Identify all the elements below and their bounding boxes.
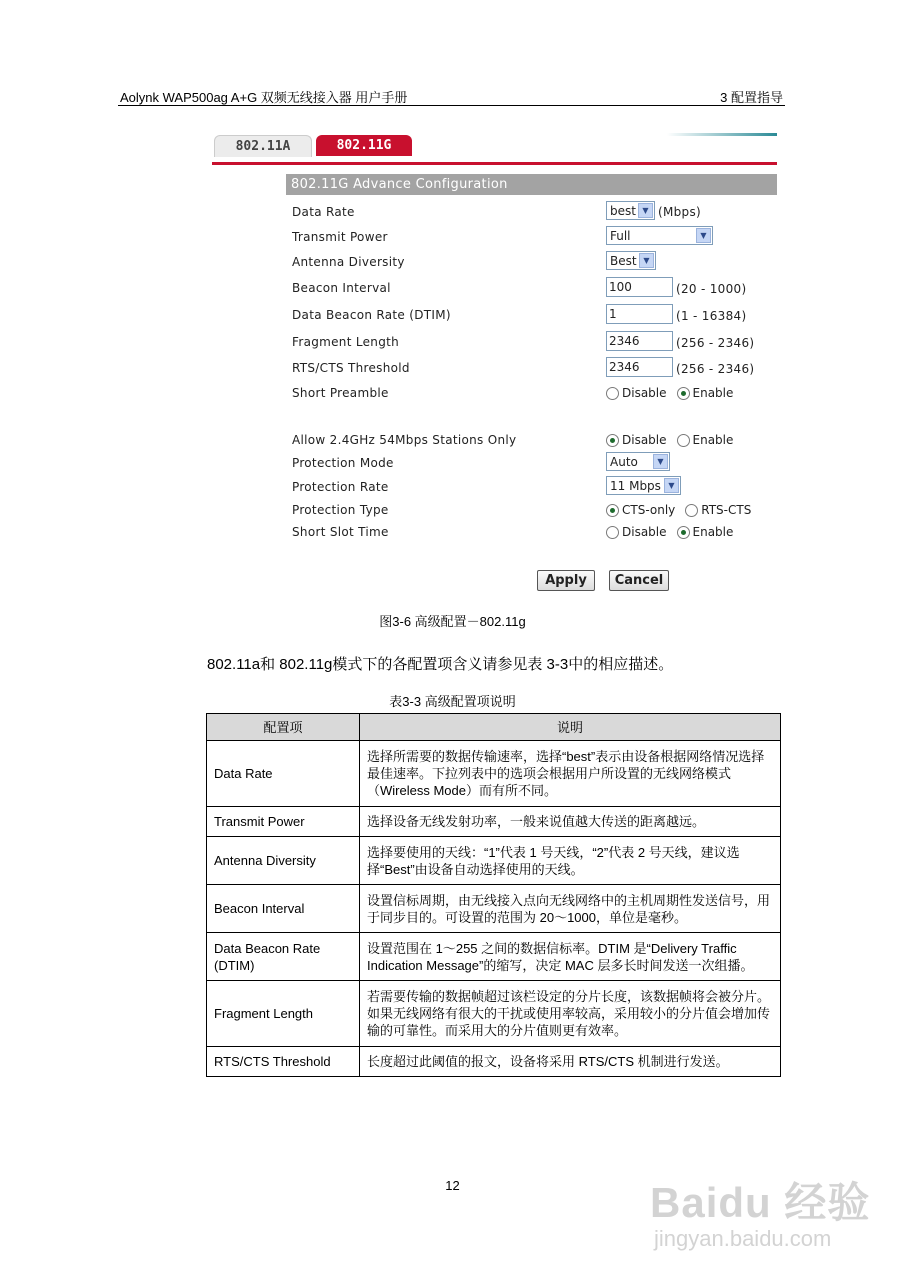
- config-description-table: [206, 713, 781, 1077]
- dtim-input[interactable]: 1: [606, 304, 673, 324]
- chevron-down-icon: ▼: [653, 454, 668, 469]
- antenna-diversity-label: Antenna Diversity: [292, 255, 405, 269]
- row-allow-54mbps: [286, 429, 777, 453]
- watermark-url: jingyan.baidu.com: [654, 1226, 832, 1251]
- row-transmit-power: [286, 226, 777, 250]
- row-protection-mode: [286, 452, 777, 476]
- page-number: 12: [445, 1178, 460, 1193]
- baidu-watermark: [640, 1160, 890, 1270]
- protection-type-label: Protection Type: [292, 503, 389, 517]
- tab-802-11g[interactable]: 802.11G: [316, 135, 412, 156]
- table-cell-item: Antenna Diversity: [207, 837, 360, 885]
- table-cell-item: Fragment Length: [207, 981, 360, 1047]
- table-row: [207, 933, 781, 981]
- allow-54mbps-label: Allow 2.4GHz 54Mbps Stations Only: [292, 433, 517, 447]
- protection-rate-label: Protection Rate: [292, 480, 389, 494]
- table-cell-description: 长度超过此阈值的报文，设备将采用 RTS/CTS 机制进行发送。: [360, 1047, 781, 1077]
- table-cell-item: Beacon Interval: [207, 885, 360, 933]
- rts-threshold-range: (256 - 2346): [676, 362, 755, 376]
- dtim-range: (1 - 16384): [676, 309, 747, 323]
- antenna-diversity-select[interactable]: Best ▼: [606, 251, 656, 270]
- dtim-label: Data Beacon Rate (DTIM): [292, 308, 451, 322]
- chevron-down-icon: ▼: [638, 203, 653, 218]
- protection-type-rts-cts[interactable]: RTS-CTS: [685, 503, 751, 517]
- advance-config-panel: [286, 174, 777, 600]
- chevron-down-icon: ▼: [639, 253, 654, 268]
- tab-802-11a[interactable]: 802.11A: [214, 135, 312, 157]
- data-rate-select[interactable]: best ▼: [606, 201, 655, 220]
- short-slot-time-label: Short Slot Time: [292, 525, 389, 539]
- row-protection-rate: [286, 476, 777, 500]
- table-cell-description: 选择设备无线发射功率，一般来说值越大传送的距离越远。: [360, 807, 781, 837]
- row-short-slot-time: [286, 521, 777, 545]
- table-cell-item: Transmit Power: [207, 807, 360, 837]
- table-row: [207, 981, 781, 1047]
- table-cell-description: 设置范围在 1～255 之间的数据信标率。DTIM 是“Delivery Traffic Indication Message”的缩写，决定 MAC 层多长时间发送一次组播。: [360, 933, 781, 981]
- protection-mode-select[interactable]: Auto ▼: [606, 452, 670, 471]
- row-rts-threshold: [286, 357, 777, 381]
- radio-icon: [677, 434, 690, 447]
- table-cell-item: RTS/CTS Threshold: [207, 1047, 360, 1077]
- beacon-interval-input[interactable]: 100: [606, 277, 673, 297]
- radio-checked-icon: [677, 387, 690, 400]
- fragment-length-range: (256 - 2346): [676, 336, 755, 350]
- rts-threshold-input[interactable]: 2346: [606, 357, 673, 377]
- body-paragraph: 802.11a和 802.11g模式下的各配置项含义请参见表 3-3中的相应描述。: [207, 656, 674, 673]
- row-beacon-interval: [286, 277, 777, 301]
- fragment-length-input[interactable]: 2346: [606, 331, 673, 351]
- header-item: 配置项: [207, 714, 360, 741]
- short-preamble-label: Short Preamble: [292, 386, 389, 400]
- transmit-power-select[interactable]: Full ▼: [606, 226, 713, 245]
- header-description: 说明: [360, 714, 781, 741]
- short-preamble-disable[interactable]: Disable: [606, 386, 667, 400]
- config-screenshot: [212, 126, 777, 600]
- header-chapter: 3 配置指导: [720, 90, 783, 105]
- table-header-row: [207, 714, 781, 741]
- radio-checked-icon: [677, 526, 690, 539]
- protection-type-cts-only[interactable]: CTS-only: [606, 503, 675, 517]
- decorative-line: [667, 133, 777, 136]
- table-cell-description: 选择要使用的天线：“1”代表 1 号天线，“2”代表 2 号天线，建议选择“Best”由设备自动选择使用的天线。: [360, 837, 781, 885]
- tab-underline: [212, 162, 777, 165]
- row-protection-type: [286, 499, 777, 523]
- table-row: [207, 741, 781, 807]
- apply-button[interactable]: Apply: [537, 570, 595, 591]
- table-row: [207, 885, 781, 933]
- row-dtim: [286, 304, 777, 328]
- table-cell-item: Data Rate: [207, 741, 360, 807]
- row-short-preamble: [286, 382, 777, 406]
- transmit-power-label: Transmit Power: [292, 230, 388, 244]
- short-slot-disable[interactable]: Disable: [606, 525, 667, 539]
- chevron-down-icon: ▼: [664, 478, 679, 493]
- protection-mode-label: Protection Mode: [292, 456, 394, 470]
- table-cell-description: 设置信标周期，由无线接入点向无线网络中的主机周期性发送信号，用于同步目的。可设置的范围为 20～1000，单位是毫秒。: [360, 885, 781, 933]
- radio-icon: [685, 504, 698, 517]
- tab-bar: [212, 132, 777, 156]
- row-antenna-diversity: [286, 251, 777, 275]
- rts-threshold-label: RTS/CTS Threshold: [292, 361, 410, 375]
- row-fragment-length: [286, 331, 777, 355]
- radio-icon: [606, 387, 619, 400]
- table-cell-item: Data Beacon Rate (DTIM): [207, 933, 360, 981]
- short-preamble-enable[interactable]: Enable: [677, 386, 734, 400]
- table-cell-description: 若需要传输的数据帧超过该栏设定的分片长度，该数据帧将会被分片。如果无线网络有很大的干扰或使用率较高，采用较小的分片值会增加传输的可靠性。而采用大的分片值则更有效率。: [360, 981, 781, 1047]
- radio-icon: [606, 526, 619, 539]
- protection-rate-select[interactable]: 11 Mbps ▼: [606, 476, 681, 495]
- chevron-down-icon: ▼: [696, 228, 711, 243]
- table-row: [207, 1047, 781, 1077]
- data-rate-unit: (Mbps): [658, 204, 702, 219]
- allow-54mbps-disable[interactable]: Disable: [606, 433, 667, 447]
- panel-title: 802.11G Advance Configuration: [286, 174, 777, 195]
- table-cell-description: 选择所需要的数据传输速率，选择“best”表示由设备根据网络情况选择最佳速率。下拉列表中的选项会根据用户所设置的无线网络模式（Wireless Mode）而有所不同。: [360, 741, 781, 807]
- table-row: [207, 807, 781, 837]
- radio-checked-icon: [606, 504, 619, 517]
- header-title: Aolynk WAP500ag A+G 双频无线接入器 用户手册: [120, 90, 408, 105]
- short-slot-enable[interactable]: Enable: [677, 525, 734, 539]
- table-row: [207, 837, 781, 885]
- data-rate-label: Data Rate: [292, 205, 355, 219]
- beacon-interval-label: Beacon Interval: [292, 281, 391, 295]
- cancel-button[interactable]: Cancel: [609, 570, 669, 591]
- allow-54mbps-enable[interactable]: Enable: [677, 433, 734, 447]
- row-data-rate: [286, 201, 777, 225]
- beacon-interval-range: (20 - 1000): [676, 282, 747, 296]
- figure-caption: 图3-6 高级配置－802.11g: [379, 614, 526, 629]
- table-caption: 表3-3 高级配置项说明: [389, 694, 516, 709]
- fragment-length-label: Fragment Length: [292, 335, 400, 349]
- watermark-logo: Baidu 经验: [650, 1179, 871, 1226]
- page-header: [118, 87, 785, 106]
- radio-checked-icon: [606, 434, 619, 447]
